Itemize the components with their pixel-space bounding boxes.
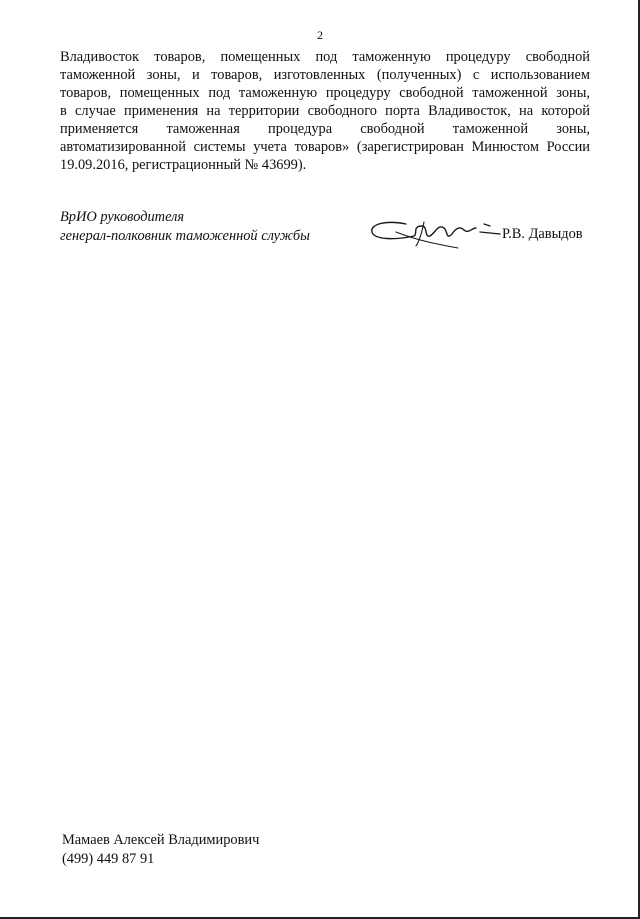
- signatory-title-line2: генерал-полковник таможенной службы: [60, 228, 310, 244]
- page-number: 2: [317, 28, 323, 42]
- body-line: таможенной зоны, и товаров, изготовленных (полученных) с использованием: [60, 67, 590, 83]
- body-line: автоматизированной системы учета товаров» (зарегистрирован Минюстом России: [60, 139, 590, 155]
- body-line: Владивосток товаров, помещенных под таможенную процедуру свободной: [60, 49, 590, 65]
- signatory-name: Р.В. Давыдов: [502, 226, 583, 242]
- body-line: применяется таможенная процедура свободной таможенной зоны,: [60, 121, 590, 137]
- signatory-title-line1: ВрИО руководителя: [60, 209, 185, 225]
- body-paragraph: [60, 48, 590, 174]
- body-line: в случае применения на территории свободного порта Владивосток, на которой: [60, 103, 590, 119]
- signatory-title: [60, 208, 310, 246]
- handwritten-signature: [366, 214, 502, 254]
- contact-phone: (499) 449 87 91: [62, 851, 155, 867]
- contact-name: Мамаев Алексей Владимирович: [62, 832, 260, 848]
- body-line: 19.09.2016, регистрационный № 43699).: [60, 157, 307, 173]
- body-line: товаров, помещенных под таможенную процедуру свободной таможенной зоны,: [60, 85, 590, 101]
- contact-block: [62, 831, 259, 869]
